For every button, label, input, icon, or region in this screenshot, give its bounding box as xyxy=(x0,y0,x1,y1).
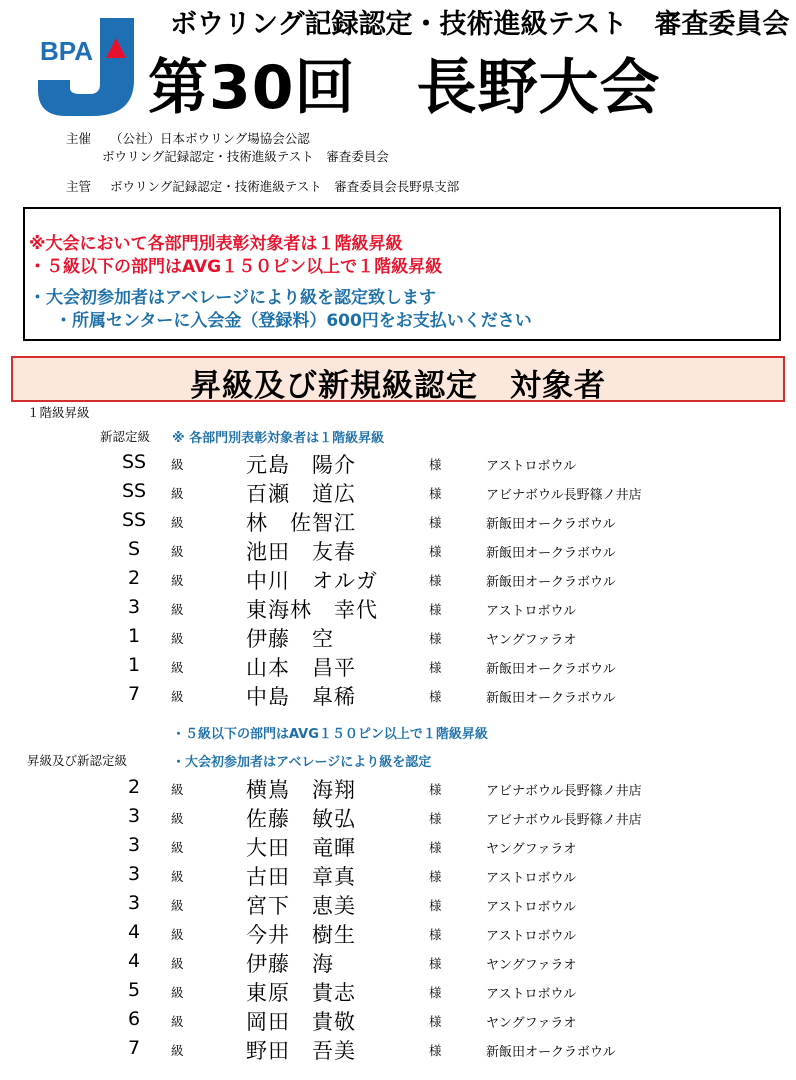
person-name: 宮下 恵美 xyxy=(246,894,356,918)
bowling-center: アストロボウル xyxy=(486,987,577,1002)
group1-note: ※ 各部門別表彰対象者は１階級昇級 xyxy=(172,431,385,446)
grade-value: 7 xyxy=(127,683,141,705)
list-item xyxy=(0,593,796,622)
bowling-center: ヤングファラオ xyxy=(486,842,577,857)
kyu-label: 級 xyxy=(171,840,184,855)
list-item xyxy=(0,1005,796,1034)
bowling-center: ヤングファラオ xyxy=(486,958,577,973)
group2-label: 昇級及び新認定級 xyxy=(27,753,128,768)
kyu-label: 級 xyxy=(171,782,184,797)
section-banner xyxy=(11,356,785,402)
list-item xyxy=(0,976,796,1005)
list-item xyxy=(0,1034,796,1063)
person-name: 大田 竜暉 xyxy=(246,836,356,860)
bowling-center: アストロボウル xyxy=(486,871,577,886)
host-line-1: （公社）日本ボウリング場協会公認 xyxy=(110,131,310,146)
kyu-label: 級 xyxy=(171,515,184,530)
kyu-label: 級 xyxy=(171,689,184,704)
kyu-label: 級 xyxy=(171,1043,184,1058)
grade-value: SS xyxy=(121,451,147,473)
person-name: 山本 昌平 xyxy=(246,656,356,680)
honorific: 様 xyxy=(429,869,442,884)
person-name: 野田 吾美 xyxy=(246,1039,356,1063)
honorific: 様 xyxy=(429,457,442,472)
honorific: 様 xyxy=(429,840,442,855)
honorific: 様 xyxy=(429,573,442,588)
list-item xyxy=(0,802,796,831)
person-name: 中島 皐稀 xyxy=(246,685,356,709)
kyu-label: 級 xyxy=(171,898,184,913)
honorific: 様 xyxy=(429,515,442,530)
person-name: 古田 章真 xyxy=(246,865,356,889)
grade-value: 7 xyxy=(127,1037,141,1059)
kyu-label: 級 xyxy=(171,869,184,884)
person-name: 百瀬 道広 xyxy=(246,482,356,506)
grade-value: 4 xyxy=(127,921,141,943)
honorific: 様 xyxy=(429,927,442,942)
kyu-label: 級 xyxy=(171,602,184,617)
notice-line-2: ・５級以下の部門はAVG１５０ピン以上で１階級昇級 xyxy=(29,257,443,277)
manager-text: ボウリング記録認定・技術進級テスト 審査委員会長野県支部 xyxy=(110,179,460,194)
honorific: 様 xyxy=(429,956,442,971)
section-title: 昇級及び新規級認定 対象者 xyxy=(190,368,606,404)
bowling-center: 新飯田オークラボウル xyxy=(486,575,616,590)
honorific: 様 xyxy=(429,544,442,559)
host-label: 主催 xyxy=(66,131,92,146)
list-item xyxy=(0,651,796,680)
person-name: 佐藤 敏弘 xyxy=(246,807,356,831)
list-item xyxy=(0,535,796,564)
kyu-label: 級 xyxy=(171,956,184,971)
kyu-label: 級 xyxy=(171,486,184,501)
list-item xyxy=(0,506,796,535)
person-name: 伊藤 空 xyxy=(246,627,334,651)
kyu-label: 級 xyxy=(171,544,184,559)
list-item xyxy=(0,860,796,889)
grade-value: 4 xyxy=(127,950,141,972)
grade-value: 3 xyxy=(127,892,141,914)
committee-subtitle: ボウリング記録認定・技術進級テスト 審査委員会 xyxy=(170,9,790,40)
bowling-center: アストロボウル xyxy=(486,604,577,619)
person-name: 伊藤 海 xyxy=(246,952,334,976)
bowling-center: 新飯田オークラボウル xyxy=(486,517,616,532)
honorific: 様 xyxy=(429,689,442,704)
bowling-center: アストロボウル xyxy=(486,900,577,915)
bpa-logo xyxy=(36,18,140,118)
notice-box xyxy=(23,207,781,341)
person-name: 東原 貴志 xyxy=(246,981,356,1005)
honorific: 様 xyxy=(429,1043,442,1058)
person-name: 中川 オルガ xyxy=(246,569,378,593)
kyu-label: 級 xyxy=(171,811,184,826)
grade-value: SS xyxy=(121,480,147,502)
kyu-label: 級 xyxy=(171,1014,184,1029)
bowling-center: 新飯田オークラボウル xyxy=(486,546,616,561)
bowling-center: ヤングファラオ xyxy=(486,1016,577,1031)
person-name: 池田 友春 xyxy=(246,540,356,564)
list-item xyxy=(0,918,796,947)
bowling-center: アビナボウル長野篠ノ井店 xyxy=(486,813,642,828)
list-item xyxy=(0,448,796,477)
page-title: 第30回 長野大会 xyxy=(148,53,661,123)
honorific: 様 xyxy=(429,782,442,797)
grade-value: S xyxy=(127,538,141,560)
list-item xyxy=(0,947,796,976)
honorific: 様 xyxy=(429,602,442,617)
person-name: 東海林 幸代 xyxy=(246,598,378,622)
bowling-center: 新飯田オークラボウル xyxy=(486,691,616,706)
group2-note-1: ・５級以下の部門はAVG１５０ピン以上で１階級昇級 xyxy=(172,727,488,742)
kyu-label: 級 xyxy=(171,573,184,588)
kyu-label: 級 xyxy=(171,985,184,1000)
honorific: 様 xyxy=(429,1014,442,1029)
honorific: 様 xyxy=(429,985,442,1000)
grade-value: 3 xyxy=(127,834,141,856)
bowling-center: 新飯田オークラボウル xyxy=(486,662,616,677)
honorific: 様 xyxy=(429,898,442,913)
grade-value: 2 xyxy=(127,776,141,798)
person-name: 横嶌 海翔 xyxy=(246,778,356,802)
honorific: 様 xyxy=(429,486,442,501)
notice-line-1: ※大会において各部門別表彰対象者は１階級昇級 xyxy=(29,234,403,254)
bowling-center: ヤングファラオ xyxy=(486,633,577,648)
list-item xyxy=(0,773,796,802)
list-item xyxy=(0,477,796,506)
group2-note-2: ・大会初参加者はアベレージにより級を認定 xyxy=(172,755,432,770)
group1-label: １階級昇級 xyxy=(27,405,90,420)
honorific: 様 xyxy=(429,660,442,675)
logo-text: BPA xyxy=(40,36,93,66)
manager-label: 主管 xyxy=(66,179,92,194)
grade-value: 3 xyxy=(127,863,141,885)
person-name: 今井 樹生 xyxy=(246,923,356,947)
kyu-label: 級 xyxy=(171,927,184,942)
list-item xyxy=(0,889,796,918)
bowling-center: 新飯田オークラボウル xyxy=(486,1045,616,1060)
notice-line-3: ・大会初参加者はアベレージにより級を認定致します xyxy=(29,288,436,308)
person-name: 岡田 貴敬 xyxy=(246,1010,356,1034)
grade-value: SS xyxy=(121,509,147,531)
honorific: 様 xyxy=(429,811,442,826)
grade-value: 6 xyxy=(127,1008,141,1030)
bowling-center: アビナボウル長野篠ノ井店 xyxy=(486,784,642,799)
grade-value: 1 xyxy=(127,654,141,676)
host-line-2: ボウリング記録認定・技術進級テスト 審査委員会 xyxy=(102,149,389,164)
person-name: 元島 陽介 xyxy=(246,453,356,477)
grade-value: 3 xyxy=(127,596,141,618)
kyu-label: 級 xyxy=(171,660,184,675)
grade-value: 1 xyxy=(127,625,141,647)
person-name: 林 佐智江 xyxy=(246,511,356,535)
bowling-center: アストロボウル xyxy=(486,929,577,944)
bowling-center: アビナボウル長野篠ノ井店 xyxy=(486,488,642,503)
list-item xyxy=(0,622,796,651)
notice-line-4: ・所属センターに入会金（登録料）600円をお支払いください xyxy=(55,311,532,331)
grade-value: 3 xyxy=(127,805,141,827)
honorific: 様 xyxy=(429,631,442,646)
list-item xyxy=(0,564,796,593)
grade-value: 2 xyxy=(127,567,141,589)
kyu-label: 級 xyxy=(171,457,184,472)
group1-sublabel: 新認定級 xyxy=(100,429,151,444)
bowling-center: アストロボウル xyxy=(486,459,577,474)
list-item xyxy=(0,680,796,709)
grade-value: 5 xyxy=(127,979,141,1001)
kyu-label: 級 xyxy=(171,631,184,646)
list-item xyxy=(0,831,796,860)
